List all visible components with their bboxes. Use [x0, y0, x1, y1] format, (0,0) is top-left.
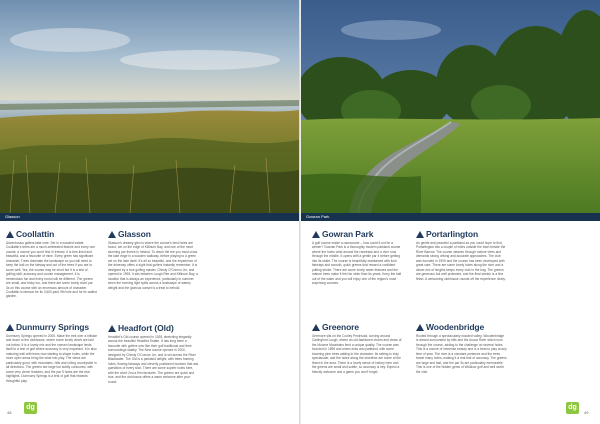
section-title: Greenore: [322, 322, 359, 332]
section-greenore: [312, 322, 403, 374]
page-number-right: 49: [584, 410, 589, 415]
section-heading: [6, 322, 97, 332]
section-body: Greenore sits on the Cooley Peninsula, curving around Carlingford Lough, where an old-fashioned charm and views of the Mourne Mountains lend a unique quality. The course was founded in 1896 and mixes links and parkland, with some towering pine trees adding to the character. Its setting is truly spectacular, and the holes along the shoreline are some of the finest in the area. There is a lovely sense of history here and the greens are small and subtle, so accuracy is key. Expect a friendly welcome and a game you won't forget.: [312, 334, 402, 374]
section-heading: [108, 323, 199, 333]
section-title: Glasson: [118, 229, 151, 239]
section-title: Woodenbridge: [426, 322, 485, 332]
section-title: Portarlington: [426, 229, 479, 239]
glasson-landscape-image: [0, 0, 299, 213]
section-body: Glasson's dreamy glen is where the course's best holes are found, set on the edge of Killinure Bay, and one of the most stunning par threes in Ireland. To reach the tee you must cross the lake edge in a wooden walkway, before playing to a green set on the lake itself. It's all so beautiful, and the experience of the driveway offers a sight that golfers instantly remember. It is designed by a true golfing master, Christy O'Connor Jnr, and opened in 1993. It sits between Lough Ree and Killinure Bay, a location that is always an experience, particularly in summer when the evening light spills across a landscape of watery delight and the glorious sunset is a treat to behold.: [108, 241, 198, 290]
dg-logo: dg: [566, 402, 579, 414]
triangle-icon: [416, 324, 424, 331]
section-body: Adventurous golfers take note. Set in a wooded estate, Coollattin's trees are a much-celebrated feature and every one counts: a course you won't find in Ireland. It is tree-lined and beautiful, and a favourite of mine. Every green has significant character. Trees dominate the landscape so you will need to keep the ball on the fairway and out of the trees if you are to score well. Yes, the course may be short but it is a test of golfing skill, accuracy and course management. It is tremendous fun and every round will be different. The greens are small, and tricky too, and there are some lovely short par 3s on this course with an enormous amount of character. Coollattin is famous for its 3,600-yard 9th hole and for its walled garden.: [6, 241, 97, 299]
triangle-icon: [6, 231, 14, 238]
section-heading: [416, 322, 507, 332]
section-heading: [312, 322, 403, 332]
section-body: Headfort's Old course opened in 1928, stretching elegantly across the beautiful Headfort Estate. It has long been a favourite with golfers who like their golf traditional and their surroundings stately. The New course opened in 2000, designed by Christy O'Connor Jnr, and is set across the River Blackwater. The Old is a parkland delight, with trees framing holes, flowing fairways and cleverly positioned bunkers that ask questions of every shot. There are some superb holes here, with the short 2nd a firm favourite. The greens are quick and true, and the clubhouse offers a warm welcome after your round.: [108, 335, 199, 384]
triangle-icon: [6, 324, 14, 331]
dg-logo: dg: [24, 402, 37, 414]
section-heading: [6, 229, 97, 239]
section-heading: [416, 229, 507, 239]
triangle-icon: [108, 231, 116, 238]
glasson-photo-caption: Glasson: [0, 213, 299, 221]
gowran-park-landscape-image: [301, 0, 600, 213]
gowran-park-photo-caption: Gowran Park: [301, 213, 600, 221]
section-heading: [108, 229, 199, 239]
section-heading: [312, 229, 403, 239]
gowran-park-photo: [301, 0, 600, 213]
triangle-icon: [312, 231, 320, 238]
section-dunmurry-springs: [6, 322, 97, 383]
section-woodenbridge: [416, 322, 507, 374]
triangle-icon: [108, 325, 116, 332]
section-portarlington: [416, 229, 507, 281]
section-title: Dunmurry Springs: [16, 322, 90, 332]
page-number-left: 48: [7, 410, 12, 415]
section-title: Headfort (Old): [118, 323, 174, 333]
section-coollattin: [6, 229, 97, 299]
section-headfort-old: [108, 323, 199, 384]
section-gowran-park: [312, 229, 403, 286]
triangle-icon: [416, 231, 424, 238]
glasson-photo: [0, 0, 299, 213]
section-title: Coollattin: [16, 229, 55, 239]
section-title: Gowran Park: [322, 229, 374, 239]
section-body: As gentle and peaceful a parkland as you could hope to find, Portarlington sits a couple of miles outside the town beside the River Barrow. The course weaves through mature trees and demands strong driving and accurate approaches. The club was founded in 1909 and the course has been developed with great care. There are some lovely holes along the river and a clever mix of lengths keeps every club in the bag. The greens are generous but well protected, and the final stretch is a fine finish. A welcoming clubhouse rounds off the experience nicely.: [416, 241, 506, 281]
section-body: Routed through a spectacularly wooded valley, Woodenbridge is almost surrounded by hills and the Avoca River which runs through the course, adding to the challenge on several holes. This is a course of immense beauty and is a treat to play at any time of year. The river is a constant presence and the trees frame many holes, making it a real test of accuracy. The greens are large and fast, and the par 3s are particularly memorable. This is one of the hidden gems of Wicklow golf and well worth the visit.: [416, 334, 507, 374]
triangle-icon: [312, 324, 320, 331]
section-body: Dunmurry Springs opened in 2005. Make the trek over a hillside and down to the clubhouse, where some lovely views are laid out below. It is a lovely mix and the uneven landscape lends itself to a test of golf where accuracy is very important. It is also maturing well with trees now starting to shape holes, while the more open areas bring the wind into play. The views are particularly good, with mountains, hills and rolling countryside in all directions. The greens are large but subtly contoured, with some very clever features, and the par 5 holes are the real highlights. Dunmurry Springs is a test of golf that rewards thoughtful play.: [6, 334, 98, 383]
page-gutter: [299, 0, 301, 424]
section-body: A golf course inside a racecourse – how could it not be a winner? Gowran Park is a thoroughly modern parkland course where the holes wind around the racetrack and a river runs through the middle. It opens with a gentle par 4 before getting into its stride. The course is beautifully maintained with lush fairways and smooth, quick greens that reward a confident putting stroke. There are some lovely water features and the mature trees make it feel far older than its years. Keep the ball out of the water and you will enjoy one of the region's most surprising courses.: [312, 241, 402, 286]
section-glasson: [108, 229, 199, 290]
